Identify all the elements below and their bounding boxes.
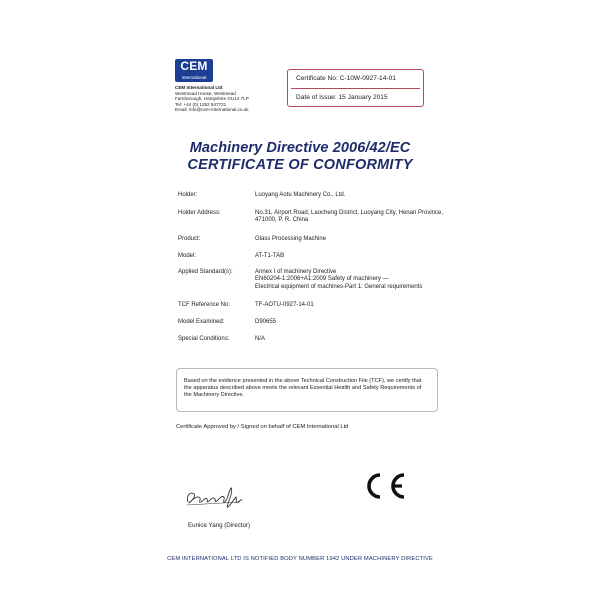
- cem-logo: [175, 59, 213, 82]
- evidence-box: [176, 368, 438, 412]
- logo-main-text: CEM: [180, 59, 208, 73]
- certificate-number: Certificate No: C-10W-0927-14-01: [296, 75, 396, 82]
- directive-title: Machinery Directive 2006/42/EC: [189, 140, 411, 156]
- special-conditions-line: N/A: [255, 336, 266, 342]
- special-conditions-label: Special Conditions:: [178, 336, 230, 342]
- holder-address-line: No.31, Airport Road, Laocheng District, Luoyang City, Henan Province,: [255, 210, 443, 216]
- evidence-line: Based on the evidence presented in the above Technical Construction File (TCF), we certify that: [184, 378, 422, 384]
- model-examined-label: Model Examined:: [178, 319, 225, 325]
- company-address-line: Westmead House, Westmead: [175, 90, 236, 96]
- company-phone: Tel: +44 (0) 1252 547721: [175, 101, 227, 107]
- signature-image: [184, 482, 246, 512]
- certificate-title: CERTIFICATE OF CONFORMITY: [187, 157, 413, 173]
- company-name: CEM International Ltd: [175, 85, 223, 90]
- applied-standards-line: Annex I of machinery Directive: [255, 269, 337, 275]
- ce-mark: [360, 470, 408, 502]
- product-value: [255, 236, 445, 243]
- company-address-line: Farnborough, Hampshire GU14 7LP: [175, 96, 249, 102]
- evidence-line: the Machinery Directive.: [184, 392, 244, 399]
- tcf-reference-line: TF-AOTU-0927-14-01: [255, 302, 314, 308]
- model-value-line: AT-T1-TAB: [255, 253, 285, 259]
- signatory-name: Eunice Yang (Director): [188, 522, 251, 529]
- model-label: Model:: [178, 253, 197, 259]
- evidence-line: the apparatus described above meets the relevant Essential Health and Safety Requirements of: [184, 385, 422, 392]
- holder-address-value: [255, 210, 445, 225]
- holder-value: [255, 192, 445, 199]
- company-address: [175, 85, 285, 113]
- applied-standards-label: Applied Standard(s):: [178, 269, 233, 275]
- holder-value-line: Luoyang Aotu Machinery Co., Ltd.: [255, 192, 346, 198]
- applied-standards-line: Electrical equipment of machines-Part 1: General requirements: [255, 283, 423, 290]
- logo-sub-text: International: [181, 75, 207, 80]
- model-value: [255, 253, 445, 260]
- holder-address-label: Holder Address:: [178, 210, 221, 216]
- notified-body-footer: CEM INTERNATIONAL LTD IS NOTIFIED BODY NUMBER 1942 UNDER MACHINERY DIRECTIVE: [167, 556, 433, 562]
- model-examined-line: D90655: [255, 319, 277, 325]
- product-value-line: Glass Processing Machine: [255, 236, 327, 242]
- certificate-info-box: [287, 69, 424, 107]
- certificate-box-divider: [291, 88, 420, 89]
- evidence-text: [184, 378, 431, 400]
- holder-address-line: 471000, P. R. China: [255, 217, 309, 224]
- holder-label: Holder:: [178, 192, 198, 198]
- company-email: Email: info@cem-international.co.uk: [175, 107, 249, 113]
- applied-standards-line: EN60204-1:2006+A1:2009 Safety of machinery —: [255, 276, 389, 283]
- product-label: Product:: [178, 236, 201, 242]
- special-conditions-value: [255, 336, 445, 343]
- issue-date: Date of Issue: 15 January 2015: [296, 94, 388, 101]
- tcf-reference-label: TCF Reference No:: [178, 302, 231, 308]
- model-examined-value: [255, 319, 445, 326]
- approved-by-text: Certificate Approved by / Signed on behalf of CEM International Ltd: [176, 424, 349, 430]
- tcf-reference-value: [255, 302, 445, 309]
- applied-standards-value: [255, 269, 445, 291]
